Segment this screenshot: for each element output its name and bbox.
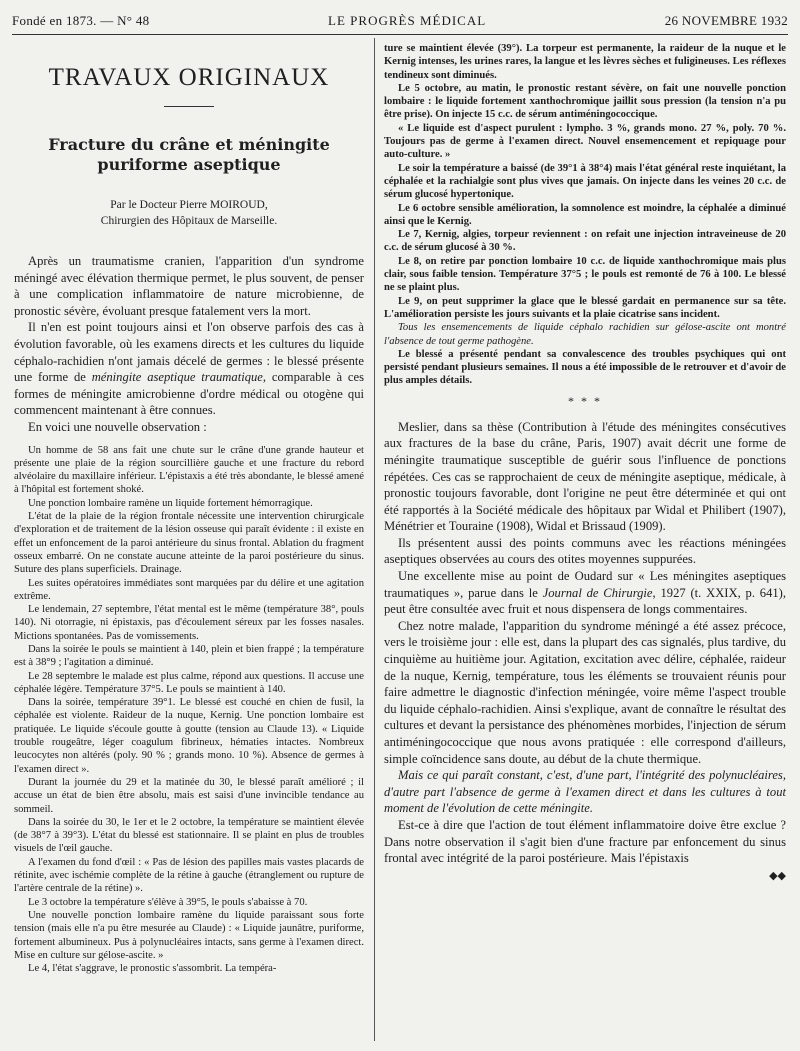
culture-note: Tous les ensemencements de liquide céphalo rachidien sur gélose-ascite ont montré l'absence de tout germe pathogène. xyxy=(384,322,786,347)
observation-paragraph: Une ponction lombaire ramène un liquide fortement hémorragique. xyxy=(28,497,313,509)
intro-paragraph: En voici une nouvelle observation : xyxy=(28,419,207,434)
observation-paragraph: Le soir la température a baissé (de 39°1 à 38°4) mais l'état général reste inquiétant, la céphalée et la rachialgie sont plus vives que jamais. On injecte dans les veines 20 c.c. de sérum glucosé hypertonique. xyxy=(384,162,786,201)
discussion-paragraph: Est-ce à dire que l'action de tout élément inflammatoire doive être exclue ? Dans notre observation il s'agit bien d'une fracture par enfoncement du sinus frontal avec intégrité de la paroi postérieure. Mais l'épistaxis xyxy=(384,817,786,866)
italic-term: méningite aseptique traumatique xyxy=(91,370,263,385)
observation-paragraph: Dans la soirée, température 39°1. Le blessé est couché en chien de fusil, la céphalée est violente. Raideur de la nuque, Kernig. Une ponction lombaire est pratiquée. Le liquide s'écoule goutte à goutte (tension au Claude 13). « Liquide trouble rougeâtre, léger coagulum fibrineux, hématies intactes. Nombreux leucocytes non altérés (poly. 90 % ; grands mono. 10 %). Absence de germes à l'examen direct ». xyxy=(14,697,364,775)
byline xyxy=(14,197,364,229)
observation-paragraph: Un homme de 58 ans fait une chute sur le crâne d'une grande hauteur et présente une plaie de la région sourcillière gauche et une fracture du rebord alvéolaire du maxillaire inférieur. L'épistaxis a été très abondante, le blessé amené à l'hôpital est fortement shoké. xyxy=(14,444,364,496)
observation-paragraph: Le 8, on retire par ponction lombaire 10 c.c. de liquide xanthochromique mais plus clair, sous faible tension. Température 37°5 ; le pouls est remonté de 76 à 100. Le blessé ne se plaint plus. xyxy=(384,255,786,294)
discussion-paragraph: Mais ce qui paraît constant, c'est, d'une part, l'intégrité des polynucléaires, d'autre part l'absence de germe à l'examen direct et dans les cultures à tout moment de l'évolution de cette méningite. xyxy=(384,768,786,816)
continuation-mark: ◆◆ xyxy=(769,869,786,882)
observation-paragraph: A l'examen du fond d'œil : « Pas de lésion des papilles mais vastes placards de rétinite, avec ischémie complète de la rétine à gauche (étranglement ou rupture de l'artère centrale de la rétine) ». xyxy=(14,856,364,895)
observation-paragraph: Le 6 octobre sensible amélioration, la somnolence est moindre, la céphalée a diminué ainsi que le Kernig. xyxy=(384,202,786,227)
issue-date: 26 NOVEMBRE 1932 xyxy=(664,13,788,28)
section-title: TRAVAUX ORIGINAUX xyxy=(48,64,330,91)
author-affiliation: Chirurgien des Hôpitaux de Marseille. xyxy=(100,215,278,227)
observation-paragraph: Dans la soirée du 30, le 1er et le 2 octobre, la température se maintient élevée (de 38°7 à 39°3). L'état du blessé est stationnaire. Il se plaint en plus de troubles visuels de l'œil gauche. xyxy=(14,816,364,855)
text-run: Une excellente mise au point de Oudard sur « Les méningites aseptiques traumatiques », parue dans le xyxy=(384,569,786,600)
observation-paragraph: Le blessé a présenté pendant sa convalescence des troubles psychiques qui ont persisté pendant plusieurs semaines. Il nous a été impossible de le retrouver et d'avoir de plus amples détails. xyxy=(384,348,786,387)
observation-paragraph: Le 4, l'état s'aggrave, le pronostic s'assombrit. La tempéra- xyxy=(28,963,277,975)
observation-paragraph: ture se maintient élevée (39°). La torpeur est permanente, la raideur de la nuque et le Kernig intenses, les urines rares, la langue et les lèvres sèches et fuligineuses. Les réflexes tendineux sont diminués. xyxy=(384,43,786,81)
observation-paragraph: Le lendemain, 27 septembre, l'état mental est le même (température 38°, pouls 140). Ni otorragie, ni épistaxis, pas d'écoulement séreux par les fosses nasales. Mictions spontanées. Pas de vomissements. xyxy=(14,604,364,642)
observation-paragraph: Le 5 octobre, au matin, le pronostic restant sévère, on fait une nouvelle ponction lombaire : le liquide fortement xanthochromique jaillit sous pression (la tension n'a pu être prise). On injecte 15 c.c. de sérum antiméningococcique. xyxy=(384,82,786,121)
journal-citation: Journal de Chirurgie xyxy=(542,585,653,600)
text-run: Il n'en est point toujours ainsi et l'on observe parfois des cas à évolution favorable, où les examens directs et les cultures du liquide céphalo-rachidien n'ont jamais décelé de germes : le blessé présente une forme de xyxy=(14,320,364,385)
discussion-paragraph: Ils présentent aussi des points communs avec les réactions méningées aseptiques observées au cours des otites moyennes suppurées. xyxy=(384,535,786,567)
observation-paragraph: Le 7, Kernig, algies, torpeur reviennent : on refait une injection intraveineuse de 20 c.c. de sérum glucosé à 30 %. xyxy=(384,229,786,254)
discussion-paragraph xyxy=(384,568,786,618)
observation-paragraph: Durant la journée du 29 et la matinée du 30, le blessé paraît amélioré ; il accuse un état de bien être absolu, mais est saisi d'une invincible tendance au sommeil. xyxy=(14,776,364,815)
column-divider xyxy=(374,38,375,1041)
discussion-paragraph: Meslier, dans sa thèse (Contribution à l'étude des méningites consécutives aux fractures de la base du crâne, Paris, 1907) avait décrit une forme de méningite traumatique susceptible de guérir sous l'influence de ponctions répétées. Ces cas se rapprochaient de ceux de méningite aseptique, médicale, à pronostic toujours favorable, dont l'origine ne peut être déterminée et qui ont été rapportés à la Société médicale des hôpitaux par Widal et Philibert (1907), Ménétrier et Touraine (1908), Widal et Brissaud (1909). xyxy=(384,419,786,534)
discussion-paragraph: Chez notre malade, l'apparition du syndrome méningé a été assez précoce, vers le troisième jour : elle est, dans la plupart des cas signalés, plus tardive, du cinquième au huitième jour. Agitation, excitation avec délire, céphalée, raideur de la nuque, Kernig, température, tous les éléments se trouvaient réunis pour faire admettre le diagnostic d'infection méningée, voire même l'aspect trouble du liquide céphalo-rachidien. Ainsi s'explique, avant de connaître le résultat des cultures et devant la persistance des phénomènes morbides, l'injection de sérum antiméningococcique que nous avons pratiquée : elle correspond d'ailleurs, simple coïncidence sans doute, au début de la chute thermique. xyxy=(384,618,786,766)
intro-paragraph: Après un traumatisme cranien, l'apparition d'un syndrome méningé avec élévation thermique permet, le plus souvent, de penser à une complication inflammatoire de nature microbienne, de pronostic sévère, évoluant presque fatalement vers la mort. xyxy=(14,254,364,318)
observation-paragraph: « Le liquide est d'aspect purulent : lympho. 3 %, grands mono. 27 %, poly. 70 %. Toujours pas de germe à l'examen direct. Nouvel ensemencement et repiquage pour auto-culture. » xyxy=(384,122,786,161)
observation-paragraph: Une nouvelle ponction lombaire ramène du liquide paraissant sous forte tension (mais elle n'a pu être mesurée au Claude) : « Liquide jaunâtre, puriforme, fortement albumineux. Pus à polynucléaires intacts, sans germe à l'examen direct. Mise en culture sur gélose-ascite. » xyxy=(14,909,364,961)
observation-paragraph: Le 28 septembre le malade est plus calme, répond aux questions. Il accuse une céphalée légère. Température 37°5. Le pouls se maintient à 140. xyxy=(14,670,364,695)
page-header xyxy=(12,10,788,32)
text-run: , 1927 (t. XXIX, p. 641), peut être consultée avec fruit et nous dispensera de longs commentaires. xyxy=(384,585,787,617)
left-column xyxy=(14,42,364,975)
author-line: Par le Docteur Pierre MOIROUD, xyxy=(110,199,268,211)
header-rule xyxy=(12,34,788,35)
founding-note: Fondé en 1873. — N° 48 xyxy=(12,13,150,28)
observation-paragraph: L'état de la plaie de la région frontale nécessite une intervention chirurgicale d'exploration et de traitement de la lésion osseuse qui paraît évidente : il existe en effet un enfoncement de la paroi antérieure du sinus frontal. Ablation du fragment osseux embarré. On ne constate aucune atteinte de la paroi postérieure du sinus. Suture des plans superficiels. Drainage. xyxy=(14,511,364,576)
observation-paragraph: Le 3 octobre la température s'élève à 39°5, le pouls s'abaisse à 70. xyxy=(28,896,308,908)
observation-paragraph: Les suites opératoires immédiates sont marquées par du délire et une agitation extrême. xyxy=(14,577,364,602)
section-separator: * * * xyxy=(568,393,602,408)
intro-paragraph xyxy=(14,319,364,419)
section-rule xyxy=(164,106,214,107)
text-run: , comparable à ces formes de méningite amicrobienne d'ordre médical ou otogène qui commencent maintenant à être connues. xyxy=(14,370,364,418)
observation-paragraph: Le 9, on peut supprimer la glace que le blessé gardait en permanence sur sa tête. L'amélioration persiste les jours suivants et la plaie cicatrise sans incident. xyxy=(384,295,786,320)
journal-title: LE PROGRÈS MÉDICAL xyxy=(328,13,487,28)
right-column xyxy=(384,42,786,882)
article-title: Fracture du crâne et méningite puriforme aseptique xyxy=(48,135,330,174)
observation-paragraph: Dans la soirée le pouls se maintient à 140, plein et bien frappé ; la température est à 38°9 ; l'agitation a diminué. xyxy=(14,643,364,669)
